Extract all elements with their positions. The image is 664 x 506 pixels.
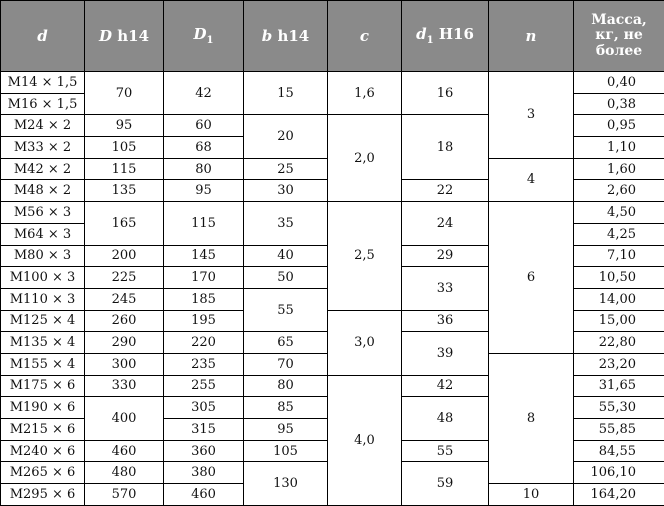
- cell-mass: 1,60: [574, 158, 664, 180]
- cell-d1-H16: 33: [402, 267, 489, 310]
- cell-d: M265 × 6: [1, 462, 85, 484]
- cell-d: M56 × 3: [1, 202, 85, 224]
- cell-d: M155 × 4: [1, 353, 85, 375]
- cell-D-h14: 570: [85, 484, 164, 506]
- cell-mass: 2,60: [574, 180, 664, 202]
- cell-D-h14: 115: [85, 158, 164, 180]
- cell-mass: 164,20: [574, 484, 664, 506]
- cell-mass: 31,65: [574, 375, 664, 397]
- cell-D-h14: 460: [85, 440, 164, 462]
- cell-b-h14: 30: [244, 180, 328, 202]
- cell-mass: 84,55: [574, 440, 664, 462]
- cell-mass: 10,50: [574, 267, 664, 289]
- cell-D1: 145: [164, 245, 244, 267]
- cell-mass: 55,85: [574, 419, 664, 441]
- cell-D1: 68: [164, 137, 244, 159]
- cell-b-h14: 20: [244, 115, 328, 158]
- header-mass: Масса, кг, не более: [574, 1, 664, 72]
- cell-d: M190 × 6: [1, 397, 85, 419]
- cell-D-h14: 245: [85, 288, 164, 310]
- cell-b-h14: 95: [244, 419, 328, 441]
- cell-D-h14: 480: [85, 462, 164, 484]
- cell-D1: 255: [164, 375, 244, 397]
- cell-c: 3,0: [328, 310, 402, 375]
- cell-D1: 42: [164, 72, 244, 115]
- cell-d: M125 × 4: [1, 310, 85, 332]
- cell-d1-H16: 24: [402, 202, 489, 245]
- cell-D-h14: 135: [85, 180, 164, 202]
- cell-n: 4: [489, 158, 574, 201]
- header-c: c: [328, 1, 402, 72]
- cell-D1: 380: [164, 462, 244, 484]
- cell-d1-H16: 55: [402, 440, 489, 462]
- cell-b-h14: 40: [244, 245, 328, 267]
- cell-d: M175 × 6: [1, 375, 85, 397]
- cell-d1-H16: 22: [402, 180, 489, 202]
- cell-c: 2,5: [328, 202, 402, 310]
- table-row: [1, 202, 664, 224]
- cell-mass: 106,10: [574, 462, 664, 484]
- cell-d: M215 × 6: [1, 419, 85, 441]
- cell-D1: 235: [164, 353, 244, 375]
- cell-D1: 195: [164, 310, 244, 332]
- table-row: [1, 72, 664, 94]
- cell-mass: 1,10: [574, 137, 664, 159]
- cell-mass: 23,20: [574, 353, 664, 375]
- cell-D-h14: 330: [85, 375, 164, 397]
- cell-mass: 0,95: [574, 115, 664, 137]
- cell-D-h14: 400: [85, 397, 164, 440]
- cell-D1: 170: [164, 267, 244, 289]
- cell-d: M295 × 6: [1, 484, 85, 506]
- cell-mass: 14,00: [574, 288, 664, 310]
- cell-d: M110 × 3: [1, 288, 85, 310]
- cell-d: M100 × 3: [1, 267, 85, 289]
- cell-D-h14: 105: [85, 137, 164, 159]
- cell-n: 6: [489, 202, 574, 354]
- cell-b-h14: 130: [244, 462, 328, 505]
- cell-D-h14: 225: [85, 267, 164, 289]
- cell-D-h14: 200: [85, 245, 164, 267]
- cell-d1-H16: 18: [402, 115, 489, 180]
- cell-D-h14: 300: [85, 353, 164, 375]
- cell-D1: 360: [164, 440, 244, 462]
- cell-d1-H16: 16: [402, 72, 489, 115]
- cell-D1: 460: [164, 484, 244, 506]
- cell-b-h14: 55: [244, 288, 328, 331]
- cell-n: 3: [489, 72, 574, 159]
- cell-d: M135 × 4: [1, 332, 85, 354]
- cell-D-h14: 165: [85, 202, 164, 245]
- cell-mass: 15,00: [574, 310, 664, 332]
- cell-b-h14: 50: [244, 267, 328, 289]
- cell-b-h14: 65: [244, 332, 328, 354]
- cell-D-h14: 290: [85, 332, 164, 354]
- header-n: n: [489, 1, 574, 72]
- cell-mass: 55,30: [574, 397, 664, 419]
- cell-D-h14: 95: [85, 115, 164, 137]
- cell-d: M33 × 2: [1, 137, 85, 159]
- cell-D1: 315: [164, 419, 244, 441]
- cell-d1-H16: 42: [402, 375, 489, 397]
- cell-mass: 4,50: [574, 202, 664, 224]
- cell-mass: 7,10: [574, 245, 664, 267]
- cell-d: M14 × 1,5: [1, 72, 85, 94]
- cell-d: M240 × 6: [1, 440, 85, 462]
- header-D1: $D_1$: [164, 1, 244, 72]
- cell-b-h14: 25: [244, 158, 328, 180]
- cell-b-h14: 85: [244, 397, 328, 419]
- cell-D-h14: 260: [85, 310, 164, 332]
- cell-D1: 60: [164, 115, 244, 137]
- cell-c: 1,6: [328, 72, 402, 115]
- cell-b-h14: 15: [244, 72, 328, 115]
- cell-b-h14: 80: [244, 375, 328, 397]
- cell-d: M64 × 3: [1, 223, 85, 245]
- cell-b-h14: 70: [244, 353, 328, 375]
- cell-D-h14: 70: [85, 72, 164, 115]
- cell-d: M16 × 1,5: [1, 93, 85, 115]
- cell-b-h14: 35: [244, 202, 328, 245]
- cell-c: 2,0: [328, 115, 402, 202]
- cell-D1: 95: [164, 180, 244, 202]
- cell-D1: 185: [164, 288, 244, 310]
- cell-d: M24 × 2: [1, 115, 85, 137]
- cell-n: 8: [489, 353, 574, 483]
- cell-d1-H16: 36: [402, 310, 489, 332]
- cell-mass: 4,25: [574, 223, 664, 245]
- cell-d: M80 × 3: [1, 245, 85, 267]
- header-d1-H16: $d_1$ H16: [402, 1, 489, 72]
- cell-d1-H16: 39: [402, 332, 489, 375]
- cell-D1: 305: [164, 397, 244, 419]
- cell-D1: 80: [164, 158, 244, 180]
- cell-d1-H16: 59: [402, 462, 489, 505]
- header-d: d: [1, 1, 85, 72]
- cell-b-h14: 105: [244, 440, 328, 462]
- cell-d1-H16: 29: [402, 245, 489, 267]
- cell-D1: 115: [164, 202, 244, 245]
- cell-D1: 220: [164, 332, 244, 354]
- cell-n: 10: [489, 484, 574, 506]
- cell-c: 4,0: [328, 375, 402, 505]
- cell-d1-H16: 48: [402, 397, 489, 440]
- cell-mass: 0,38: [574, 93, 664, 115]
- cell-d: M48 × 2: [1, 180, 85, 202]
- cell-mass: 0,40: [574, 72, 664, 94]
- header-row: [1, 1, 664, 72]
- header-b-h14: b h14: [244, 1, 328, 72]
- cell-d: M42 × 2: [1, 158, 85, 180]
- cell-mass: 22,80: [574, 332, 664, 354]
- header-D-h14: D h14: [85, 1, 164, 72]
